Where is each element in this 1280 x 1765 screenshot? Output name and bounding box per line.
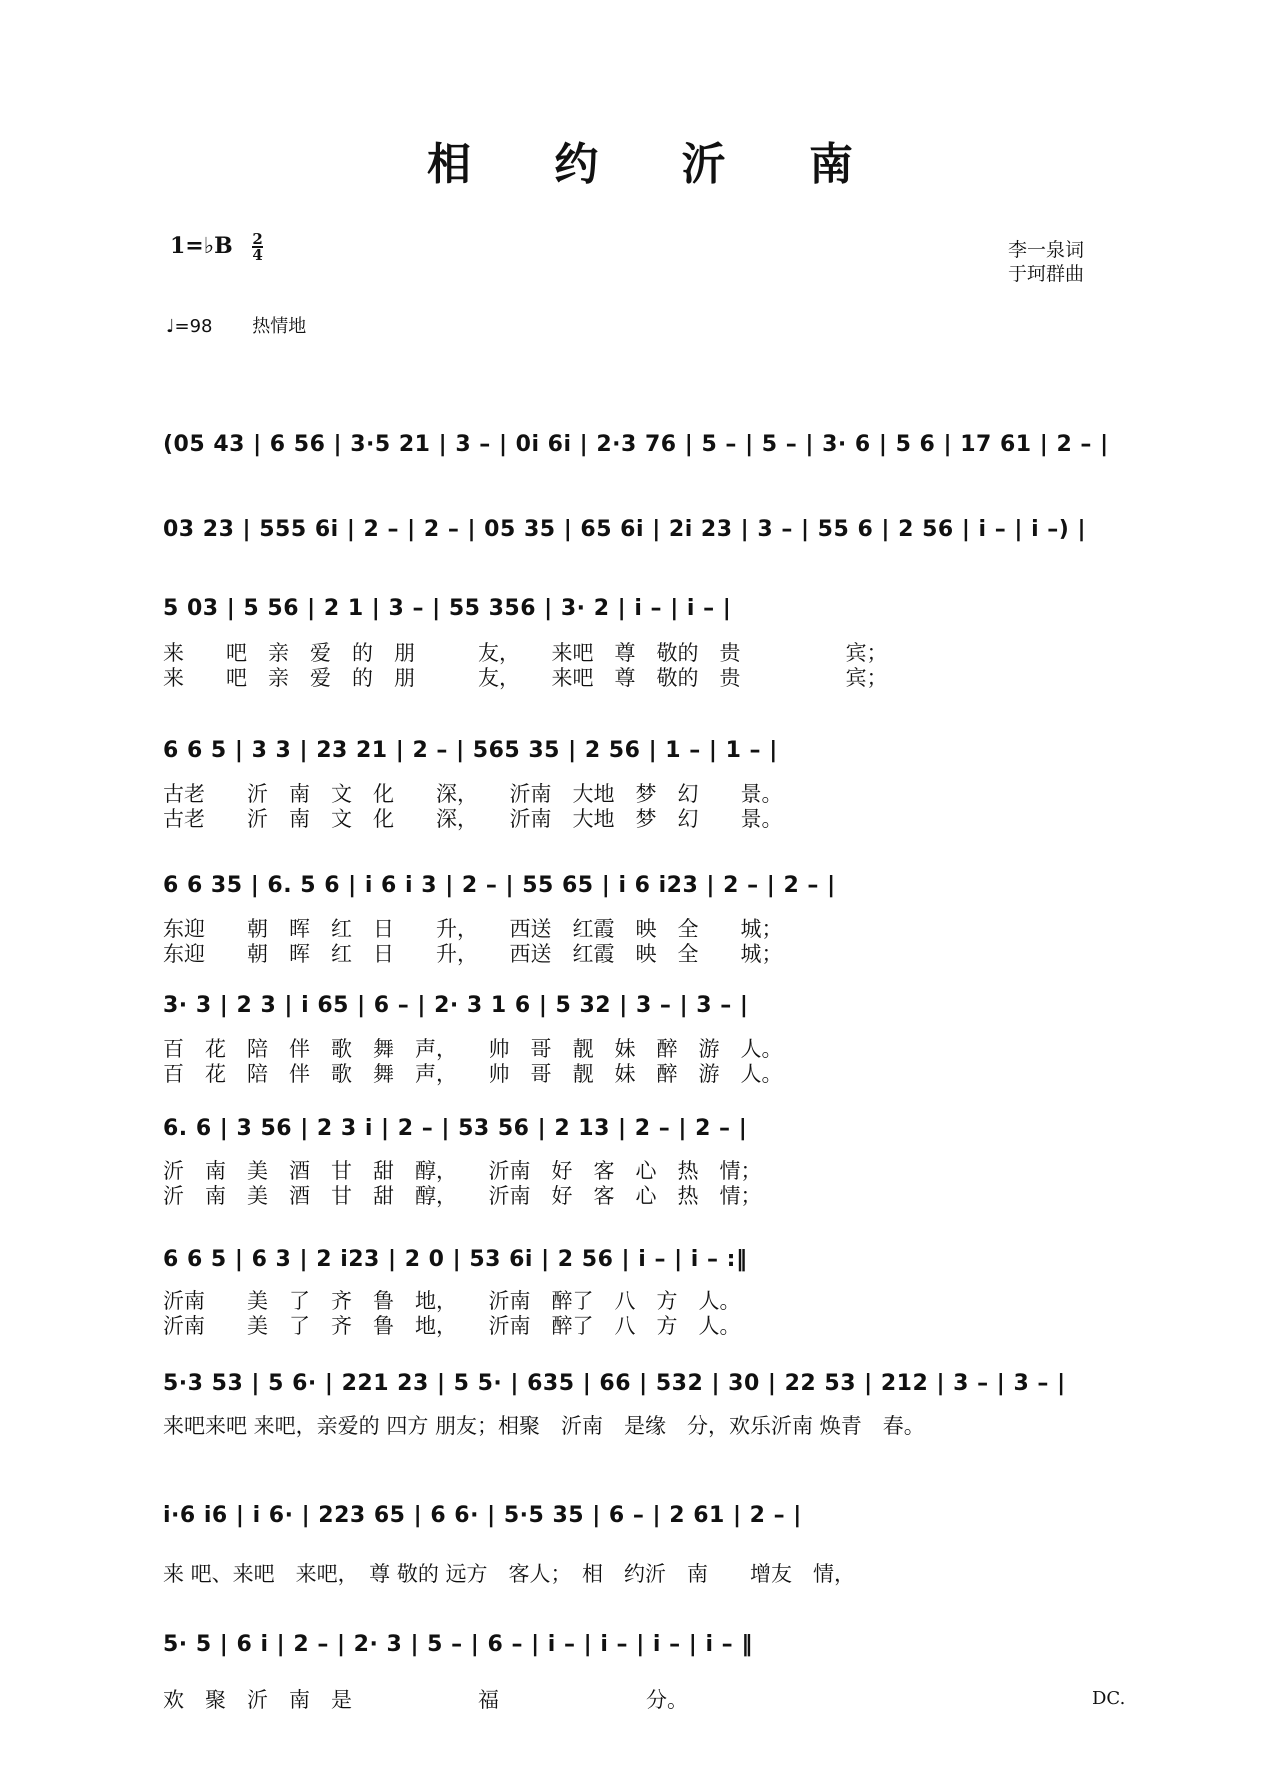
system-7-lyric-2: 沂 南 美 酒 甘 甜 醇， 沂南 好 客 心 热 情；	[163, 1184, 762, 1208]
time-bottom: 4	[252, 246, 263, 264]
time-top: 2	[252, 230, 263, 248]
system-11-notes: 5· 5 | 6 i | 2 – | 2· 3 | 5 – | 6 – | i – | i – | i – | i – ‖	[163, 1632, 753, 1657]
system-3-notes: 5 03 | 5 56 | 2 1 | 3 – | 55 356 | 3· 2 | i – | i – |	[163, 596, 732, 621]
system-6-lyric-2: 百 花 陪 伴 歌 舞 声， 帅 哥 靓 妹 醉 游 人。	[163, 1062, 783, 1086]
system-7-lyric-1: 沂 南 美 酒 甘 甜 醇， 沂南 好 客 心 热 情；	[163, 1159, 762, 1183]
system-8-lyric-2: 沂南 美 了 齐 鲁 地， 沂南 醉了 八 方 人。	[163, 1314, 741, 1338]
system-5-lyric-2: 东迎 朝 晖 红 日 升， 西送 红霞 映 全 城；	[163, 942, 783, 966]
system-6-lyric-1: 百 花 陪 伴 歌 舞 声， 帅 哥 靓 妹 醉 游 人。	[163, 1037, 783, 1061]
song-title: 相 约 沂 南	[427, 139, 887, 190]
time-signature	[252, 232, 262, 262]
system-8-notes: 6 6 5 | 6 3 | 2 i23 | 2 0 | 53 6i | 2 56 | i – | i – :‖	[163, 1247, 748, 1272]
lyricist: 李一泉词	[1008, 239, 1085, 261]
credits	[1008, 238, 1084, 286]
system-1-notes: (05 43 | 6 56 | 3·5 21 | 3 – | 0i 6i | 2·3 76 | 5 – | 5 – | 3· 6 | 5 6 | 17 61 | 2 – |	[163, 432, 1109, 457]
system-11-lyric-1: 欢 聚 沂 南 是 福 分。	[163, 1688, 688, 1712]
system-4-lyric-1: 古老 沂 南 文 化 深， 沂南 大地 梦 幻 景。	[163, 782, 783, 806]
mood-marking: 热情地	[252, 316, 307, 337]
system-4-lyric-2: 古老 沂 南 文 化 深， 沂南 大地 梦 幻 景。	[163, 807, 783, 831]
tempo-value: ♩=98	[166, 316, 213, 337]
system-6-notes: 3· 3 | 2 3 | i 65 | 6 – | 2· 3 1 6 | 5 32 | 3 – | 3 – |	[163, 993, 749, 1018]
system-10-lyric-1: 来 吧、来吧 来吧， 尊 敬的 远方 客人； 相 约沂 南 增友 情，	[163, 1562, 856, 1586]
system-8-lyric-1: 沂南 美 了 齐 鲁 地， 沂南 醉了 八 方 人。	[163, 1289, 741, 1313]
composer: 于珂群曲	[1008, 263, 1085, 285]
key-signature	[170, 232, 263, 262]
key-label: 1=♭B	[170, 233, 233, 259]
system-4-notes: 6 6 5 | 3 3 | 23 21 | 2 – | 565 35 | 2 56 | 1 – | 1 – |	[163, 738, 778, 763]
system-7-notes: 6. 6 | 3 56 | 2 3 i | 2 – | 53 56 | 2 13 | 2 – | 2 – |	[163, 1116, 748, 1141]
system-5-notes: 6 6 35 | 6. 5 6 | i 6 i 3 | 2 – | 55 65 | i 6 i23 | 2 – | 2 – |	[163, 873, 836, 898]
system-9-notes: 5·3 53 | 5 6· | 221 23 | 5 5· | 635 | 66 | 532 | 30 | 22 53 | 212 | 3 – | 3 – |	[163, 1371, 1066, 1396]
system-10-notes: i·6 i6 | i 6· | 223 65 | 6 6· | 5·5 35 | 6 – | 2 61 | 2 – |	[163, 1503, 802, 1528]
system-3-lyric-1: 来 吧 亲 爱 的 朋 友， 来吧 尊 敬的 贵 宾；	[163, 641, 888, 665]
system-2-notes: 03 23 | 555 6i | 2 – | 2 – | 05 35 | 65 6i | 2i 23 | 3 – | 55 6 | 2 56 | i – | i –) |	[163, 517, 1087, 542]
da-capo-mark: DC.	[1092, 1688, 1126, 1709]
system-5-lyric-1: 东迎 朝 晖 红 日 升， 西送 红霞 映 全 城；	[163, 917, 783, 941]
tempo-marking	[166, 312, 306, 338]
system-3-lyric-2: 来 吧 亲 爱 的 朋 友， 来吧 尊 敬的 贵 宾；	[163, 666, 888, 690]
system-9-lyric-1: 来吧来吧 来吧，亲爱的 四方 朋友；相聚 沂南 是缘 分，欢乐沂南 焕青 春。	[163, 1414, 925, 1438]
